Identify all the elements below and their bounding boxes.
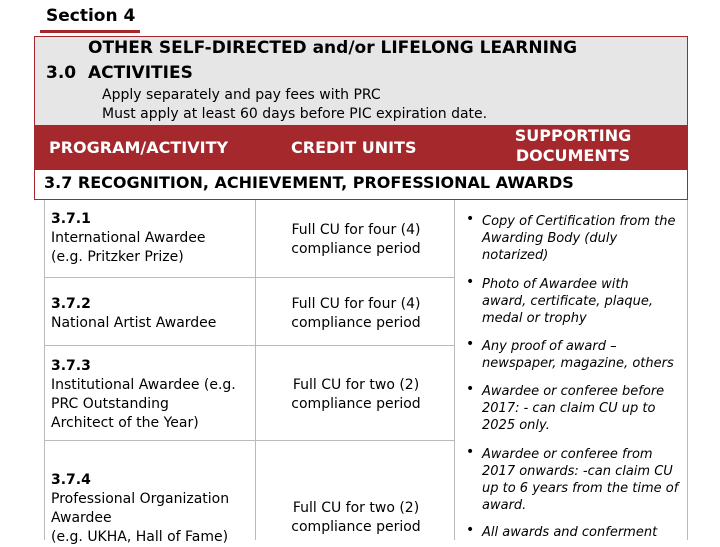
section-number: 3.0	[46, 63, 77, 83]
row-code: 3.7.1	[51, 211, 91, 227]
credit-units	[271, 499, 441, 537]
column-header-credits: CREDIT UNITS	[291, 138, 417, 157]
row-divider	[44, 440, 454, 441]
document-item: • All awards and conferment	[466, 522, 658, 540]
row-divider	[44, 345, 454, 346]
bullet-icon: •	[466, 211, 475, 227]
row-code: 3.7.4	[51, 472, 91, 488]
row-title-line: PRC Outstanding	[51, 396, 169, 412]
document-item: • Awardee or conferee before 2017: - can claim CU up to 2025 only.	[466, 381, 665, 433]
row-title-line: Architect of the Year)	[51, 415, 199, 431]
row-code: 3.7.2	[51, 296, 91, 312]
note-fees: Apply separately and pay fees with PRC	[102, 87, 381, 103]
credit-units-line: compliance period	[291, 396, 421, 412]
bullet-icon: •	[466, 274, 475, 290]
row-title-line: International Awardee	[51, 230, 206, 246]
subheading: 3.7 RECOGNITION, ACHIEVEMENT, PROFESSIONAL AWARDS	[44, 173, 574, 192]
credit-units-line: Full CU for two (2)	[292, 377, 420, 393]
column-header-documents-line2: DOCUMENTS	[515, 146, 631, 165]
section-underline	[40, 30, 140, 33]
credit-units	[271, 221, 441, 259]
row-code: 3.7.3	[51, 358, 91, 374]
document-item: • Awardee or conferee from 2017 onwards: -can claim CU up to 6 years from the time of award.	[466, 444, 679, 513]
credit-units	[271, 376, 441, 414]
bullet-icon: •	[466, 381, 475, 397]
column-header-program: PROGRAM/ACTIVITY	[49, 138, 229, 157]
column-header-documents-line1: SUPPORTING	[514, 126, 632, 145]
section-title-line1: OTHER SELF-DIRECTED and/or LIFELONG LEARNING	[88, 38, 578, 58]
row-title-line: Awardee	[51, 510, 112, 526]
column-header-documents	[508, 126, 638, 166]
document-item: • Any proof of award – newspaper, magazine, others	[466, 336, 674, 371]
credit-units-line: compliance period	[291, 241, 421, 257]
section-label: Section 4	[46, 6, 136, 26]
table-row	[51, 295, 216, 333]
table-row	[51, 471, 229, 547]
credit-units-line: Full CU for two (2)	[292, 500, 420, 516]
table-row	[51, 210, 205, 267]
document-item: • Copy of Certification from the Awarding Body (duly notarized)	[466, 211, 676, 263]
credit-units	[271, 295, 441, 333]
credit-units-line: compliance period	[291, 519, 421, 535]
bullet-icon: •	[466, 522, 475, 538]
document-item: • Photo of Awardee with award, certificate, plaque, medal or trophy	[466, 274, 653, 326]
credit-units-line: Full CU for four (4)	[291, 222, 421, 238]
row-divider	[44, 277, 454, 278]
table-row	[51, 357, 236, 433]
credit-units-line: Full CU for four (4)	[291, 296, 421, 312]
row-title-line: Institutional Awardee (e.g.	[51, 377, 236, 393]
row-title-line: (e.g. UKHA, Hall of Fame)	[51, 529, 229, 545]
column-divider	[255, 200, 256, 540]
bullet-icon: •	[466, 336, 475, 352]
bullet-icon: •	[466, 444, 475, 460]
section-title-line2: ACTIVITIES	[88, 63, 193, 83]
row-title-line: (e.g. Pritzker Prize)	[51, 249, 184, 265]
row-title-line: National Artist Awardee	[51, 315, 217, 331]
row-title-line: Professional Organization	[51, 491, 230, 507]
note-deadline: Must apply at least 60 days before PIC expiration date.	[102, 106, 488, 122]
column-divider	[454, 200, 455, 540]
credit-units-line: compliance period	[291, 315, 421, 331]
